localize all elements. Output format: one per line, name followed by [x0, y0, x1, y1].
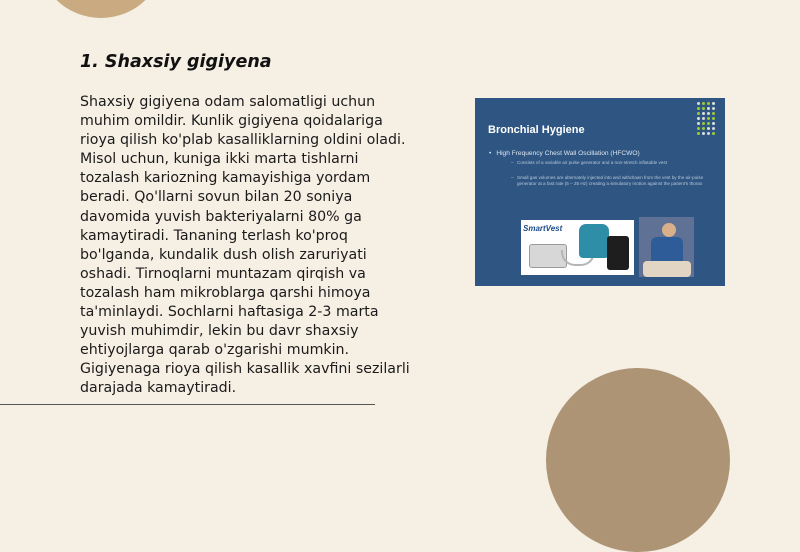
- grid-dot: [712, 132, 715, 135]
- grid-dot: [707, 112, 710, 115]
- grid-dot: [707, 102, 710, 105]
- grid-dot: [697, 107, 700, 110]
- vest: [579, 224, 609, 258]
- slide-subbullet-2: – Small gas volumes are alternately injected into and withdrawn from the vest by the air-pulse generator at a fast rate (5 – 25 Hz) creating a simulatory motion against the patient's thorax: [517, 175, 707, 186]
- grid-dot: [697, 117, 700, 120]
- slide-title: Bronchial Hygiene: [488, 124, 585, 136]
- body-paragraph: Shaxsiy gigiyena odam salomatligi uchun muhim omildir. Kunlik gigiyena qoidalariga rioya qilish ko'plab kasalliklarning oldini oladi. Misol uchun, kuniga ikki marta tishlarni tozalash kariozning kamayishiga yordam beradi. Qo'llarni sovun bilan 20 soniya davomida yuvish bakteriyalarni 80% ga kamaytiradi. Tananing terlash ko'proq bo'lganda, kundalik dush olish zaruriyati oshadi. Tirnoqlarni muntazam qirqish va tozalash ham mikroblarga qarshi himoya ta'minlaydi. Sochlarni haftasiga 2-3 marta yuvish muhimdir, lekin bu davr shaxsiy ehtiyojlarga qarab o'zgarishi mumkin. Gigiyenaga rioya qilish kasallik xavfini sezilarli darajada kamaytiradi.: [80, 94, 410, 397]
- grid-dot: [712, 127, 715, 130]
- slide-subbullet-1: – Consists of a variable air pulse generator and a non-stretch inflatable vest: [517, 160, 707, 166]
- section-title: 1. Shaxsiy gigiyena: [80, 52, 272, 72]
- decorative-circle-top: [37, 0, 165, 18]
- grid-dot: [712, 112, 715, 115]
- grid-dot: [712, 122, 715, 125]
- decorative-circle-bottom: [546, 368, 730, 552]
- smartvest-logo: SmartVest: [523, 224, 563, 233]
- grid-dot: [707, 127, 710, 130]
- grid-dot: [697, 132, 700, 135]
- grid-dot: [712, 102, 715, 105]
- patient-lap: [643, 261, 691, 277]
- grid-dot: [697, 127, 700, 130]
- slide-bullet: • High Frequency Chest Wall Oscillation (HFCWO): [489, 150, 640, 157]
- grid-dot: [702, 107, 705, 110]
- patient-head: [662, 223, 676, 237]
- grid-dot: [697, 112, 700, 115]
- vest-device-photo: [521, 220, 634, 275]
- generator-black: [607, 236, 629, 270]
- grid-dot: [697, 122, 700, 125]
- patient-photo: [639, 217, 694, 277]
- grid-dot: [702, 102, 705, 105]
- grid-dot: [702, 112, 705, 115]
- grid-dot: [707, 107, 710, 110]
- grid-dot: [702, 122, 705, 125]
- grid-dot: [702, 117, 705, 120]
- slide-image: [475, 98, 725, 286]
- grid-dot: [707, 122, 710, 125]
- grid-dot: [707, 132, 710, 135]
- grid-dot: [712, 117, 715, 120]
- grid-dot: [712, 107, 715, 110]
- grid-dot: [707, 117, 710, 120]
- grid-dot: [697, 102, 700, 105]
- divider-line: [0, 404, 375, 405]
- grid-dot: [702, 127, 705, 130]
- grid-dot: [702, 132, 705, 135]
